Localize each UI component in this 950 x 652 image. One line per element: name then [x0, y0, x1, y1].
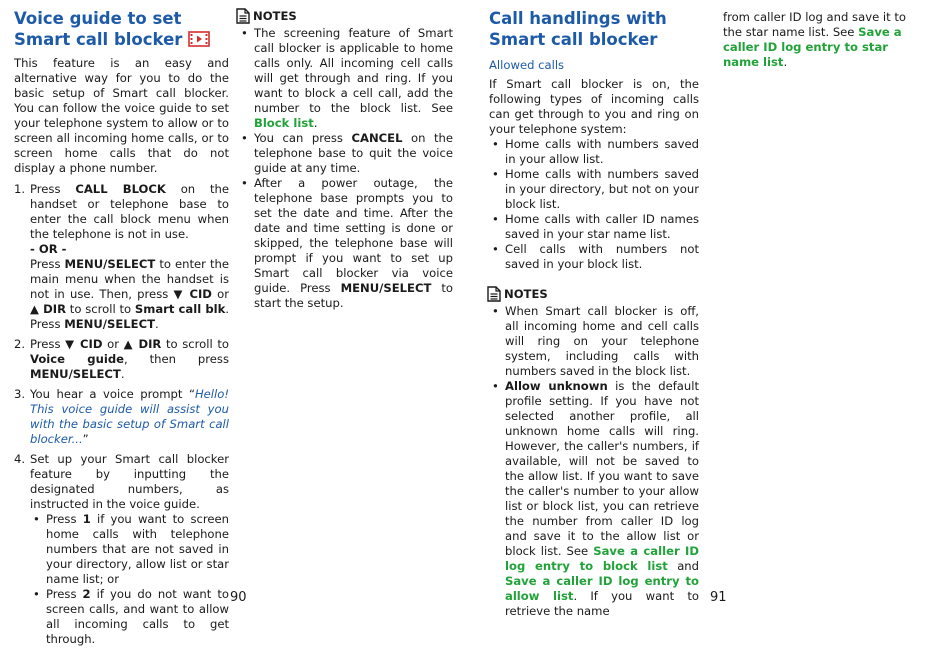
list-item: • Cell calls with numbers not saved in your block list. — [489, 242, 699, 272]
step-2: 2. Press ▼ CID or ▲ DIR to scroll to Voice guide, then press MENU/SELECT. — [14, 337, 229, 381]
note-item: • Allow unknown is the default profile setting. If you have not selected another profile, all unknown home calls will ring. However, the caller's numbers, if available, will not be saved to the allow list. If you want to save the caller's number to your allow list or block list, you can retrieve the number from caller ID log and save it to the allow list or block list. See Save a caller ID log entry to block list and Save a caller ID log entry to allow list. If you want to retrieve the name — [489, 379, 699, 619]
page-number-right: 91 — [710, 590, 727, 605]
note-item: • The screening feature of Smart call blocker is applicable to home calls only. All incoming cell calls will get through and ring. If you want to block a cell call, add the number to the block list. See Block list. — [238, 26, 453, 131]
continued-paragraph: from caller ID log and save it to the star name list. See Save a caller ID log entry to star name list. — [723, 10, 906, 69]
step-3: 3. You hear a voice prompt “Hello! This voice guide will assist you with the basic setup of Smart call blocker...” — [14, 387, 229, 446]
list-item: • Home calls with caller ID names saved in your star name list. — [489, 212, 699, 242]
page-number-left: 90 — [230, 590, 247, 605]
save-to-block-list-link[interactable]: Save a caller ID log entry to block list — [505, 544, 699, 573]
left-column-2 — [238, 8, 453, 311]
intro-paragraph: This feature is an easy and alternative way for you to do the basic setup of Smart call blocker. You can follow the voice guide to set your telephone system to allow or to screen all incoming home calls, or to screen home calls that do not display a phone number. — [14, 56, 229, 175]
step-4-options — [30, 512, 229, 647]
page-title-left: Voice guide to set Smart call blocker — [14, 8, 229, 50]
allowed-calls-list — [489, 137, 699, 272]
step-4: 4. Set up your Smart call blocker feature by inputting the designated numbers, as instructed in the voice guide. • Press 1 if you want to screen home calls with telephone numbers that are not saved in your directory, allow list or star name list; or • Press 2 if you do not want to screen calls, and want to allow all incoming calls to get through. — [14, 452, 229, 647]
video-guide-icon — [188, 31, 210, 47]
note-item: • You can press CANCEL on the telephone base to quit the voice guide at any time. — [238, 131, 453, 176]
step-1: 1. Press CALL BLOCK on the handset or telephone base to enter the call block menu when the telephone is not in use. - OR - Press MENU/SELECT to enter the main menu when the handset is not in use. Then, press ▼ CID or ▲ DIR to scroll to Smart call blk. Press MENU/SELECT. — [14, 182, 230, 331]
allowed-calls-intro: If Smart call blocker is on, the following types of incoming calls can get through to you and ring on your telephone system: — [489, 77, 699, 136]
right-column-2 — [723, 10, 917, 70]
save-to-allow-list-link[interactable]: Save a caller ID log entry to allow list — [505, 574, 699, 603]
steps-list — [14, 182, 229, 647]
notes-heading-right: NOTES — [487, 286, 699, 302]
notes-list-right — [489, 304, 699, 619]
notes-list-left — [238, 26, 453, 311]
page-title-right: Call handlings with Smart call blocker — [489, 9, 667, 49]
note-item: • When Smart call blocker is off, all incoming home and cell calls will ring on your telephone system, including calls with numbers saved in the block list. — [489, 304, 699, 379]
right-column-1 — [489, 8, 699, 619]
option-press-1: • Press 1 if you want to screen home calls with telephone numbers that are not saved in your directory, allow list or star name list; or — [30, 512, 229, 587]
left-column-1 — [14, 8, 229, 652]
section-subtitle: Allowed calls — [489, 58, 565, 72]
block-list-link[interactable]: Block list — [254, 116, 314, 130]
note-item: • After a power outage, the telephone base prompts you to set the date and time. After the date and time setting is done or skipped, the telephone base will prompt if you want to set up Smart call blocker via voice guide. Press MENU/SELECT to start the setup. — [238, 176, 453, 311]
notes-icon — [487, 286, 501, 302]
option-press-2: • Press 2 if you do not want to screen calls, and want to allow all incoming calls to get through. — [30, 587, 229, 647]
save-to-star-name-list-link[interactable]: Save a caller ID log entry to star name list — [723, 25, 902, 69]
list-item: • Home calls with numbers saved in your allow list. — [489, 137, 699, 167]
notes-heading-left: NOTES — [236, 8, 453, 24]
list-item: • Home calls with numbers saved in your directory, but not on your block list. — [489, 167, 699, 212]
notes-icon — [236, 8, 250, 24]
